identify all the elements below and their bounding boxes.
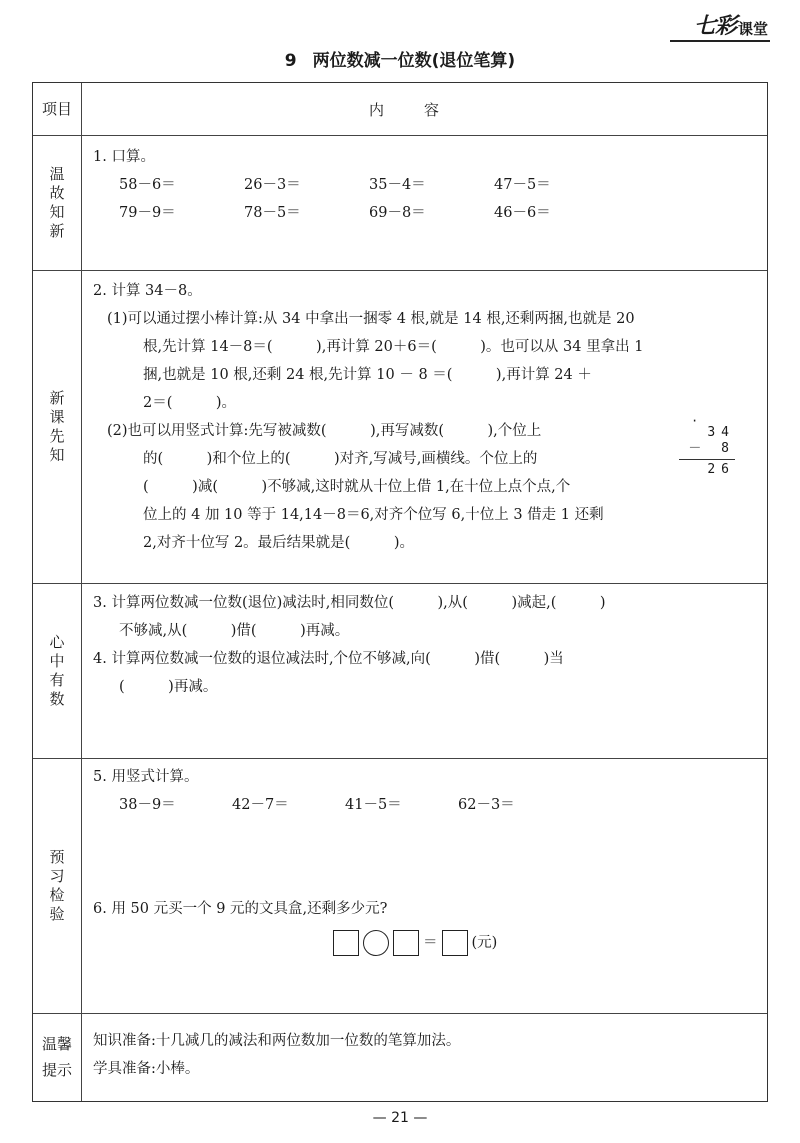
question-5-title: 5. 用竖式计算。 — [93, 769, 199, 785]
vertical-result: 26 — [707, 462, 735, 477]
brand-logo — [694, 14, 768, 40]
label-char: 先 — [49, 426, 65, 445]
label-review — [33, 135, 81, 270]
q2-p1-line: (1)可以通过摆小棒计算:从 34 中拿出一捆零 4 根,就是 14 根,还剩两捆,也就是 20 — [107, 311, 635, 327]
label-column-divider — [81, 83, 82, 1101]
answer-box[interactable] — [393, 930, 419, 956]
label-char: 温 — [49, 164, 65, 183]
lesson-number: 9 — [284, 51, 297, 71]
operator-circle[interactable] — [363, 930, 389, 956]
label-char: 预 — [49, 847, 65, 866]
label-char: 数 — [49, 689, 65, 708]
worksheet-table — [32, 82, 768, 1102]
row-divider — [33, 583, 767, 584]
label-tips — [33, 1013, 81, 1101]
label-char: 课 — [49, 407, 65, 426]
row-divider — [33, 1013, 767, 1014]
oral-row-1 — [93, 171, 759, 199]
q3-line: 3. 计算两位数减一位数(退位)减法时,相同数位( ),从( )减起,( ) — [93, 595, 606, 611]
vertical-item: 62－3＝ — [458, 797, 515, 813]
q2-p2-line: ( )减( )不够减,这时就从十位上借 1,在十位上点个点,个 — [143, 479, 571, 495]
vertical-item: 41－5＝ — [345, 797, 402, 813]
label-char: 验 — [49, 904, 65, 923]
label-check — [33, 758, 81, 1013]
label-char: 中 — [49, 651, 65, 670]
minus-sign: － — [688, 441, 708, 456]
label-char: 习 — [49, 866, 65, 885]
q2-p2-line: (2)也可以用竖式计算:先写被减数( ),再写减数( ),个位上 — [107, 423, 542, 439]
vertical-subtrahend: 8 — [721, 441, 735, 456]
question-2 — [93, 277, 759, 557]
row-divider — [33, 758, 767, 759]
question-2-title: 2. 计算 34－8。 — [93, 283, 202, 299]
q4-line: 4. 计算两位数减一位数的退位减法时,个位不够减,向( )借( )当 — [93, 651, 564, 667]
q5-items — [93, 791, 759, 819]
label-char: 提示 — [41, 1061, 72, 1079]
label-char: 新 — [49, 388, 65, 407]
row-divider — [33, 135, 767, 136]
oral-item: 78－5＝ — [244, 205, 301, 221]
vertical-minuend: 34 — [707, 425, 735, 440]
q4-line: ( )再减。 — [119, 679, 218, 695]
header-item-text: 项目 — [41, 99, 72, 118]
vertical-item: 38－9＝ — [119, 797, 176, 813]
unit-label: (元) — [471, 935, 498, 951]
oral-row-2 — [93, 199, 759, 227]
q2-p2-line: 的( )和个位上的( )对齐,写减号,画横线。个位上的 — [143, 451, 538, 467]
q2-p1-line: 2＝( )。 — [143, 395, 237, 411]
question-6-title: 6. 用 50 元买一个 9 元的文具盒,还剩多少元? — [93, 901, 388, 917]
question-6 — [93, 895, 759, 957]
tips — [93, 1027, 759, 1083]
question-5 — [93, 763, 759, 819]
tip-line: 学具准备:小棒。 — [93, 1061, 200, 1077]
question-1 — [93, 143, 759, 227]
question-3-4 — [93, 589, 759, 701]
borrow-dot: · — [691, 414, 699, 428]
oral-item: 46－6＝ — [494, 205, 551, 221]
answer-equation — [333, 929, 759, 957]
header-content — [81, 83, 767, 135]
answer-box[interactable] — [442, 930, 468, 956]
q2-p2-line: 2,对齐十位写 2。最后结果就是( )。 — [143, 535, 414, 551]
q3-line: 不够减,从( )借( )再减。 — [119, 623, 350, 639]
header-item — [33, 83, 81, 135]
label-char: 新 — [49, 221, 65, 240]
page-number: — 21 — — [372, 1110, 428, 1126]
label-char: 故 — [49, 183, 65, 202]
label-char: 知 — [49, 445, 65, 464]
brand-underline — [670, 40, 770, 42]
oral-item: 58－6＝ — [119, 177, 176, 193]
answer-box[interactable] — [333, 930, 359, 956]
vertical-subtraction — [679, 414, 735, 478]
question-1-title: 1. 口算。 — [93, 149, 155, 165]
q2-p1-line: 根,先计算 14－8＝( ),再计算 20＋6＝( )。也可以从 34 里拿出 1 — [143, 339, 644, 355]
oral-item: 47－5＝ — [494, 177, 551, 193]
row-divider — [33, 270, 767, 271]
header-content-text: 内容 — [368, 100, 479, 119]
page-title — [0, 46, 800, 71]
tip-line: 知识准备:十几减几的减法和两位数加一位数的笔算加法。 — [93, 1033, 461, 1049]
label-char: 检 — [49, 885, 65, 904]
label-summary — [33, 583, 81, 758]
brand-script: 七彩 — [693, 14, 736, 39]
q2-p1-line: 捆,也就是 10 根,还剩 24 根,先计算 10 － 8 ＝( ),再计算 24 ＋ — [143, 367, 592, 383]
oral-item: 79－9＝ — [119, 205, 176, 221]
vertical-item: 42－7＝ — [232, 797, 289, 813]
vertical-bar — [679, 459, 735, 460]
label-char: 温馨 — [41, 1035, 72, 1053]
oral-item: 26－3＝ — [244, 177, 301, 193]
equals-sign: ＝ — [423, 935, 438, 951]
oral-item: 35－4＝ — [369, 177, 426, 193]
label-char: 有 — [49, 670, 65, 689]
vertical-subtrahend-row — [679, 441, 735, 457]
label-char: 心 — [49, 632, 65, 651]
oral-item: 69－8＝ — [369, 205, 426, 221]
label-preview — [33, 270, 81, 583]
q2-p2-line: 位上的 4 加 10 等于 14,14－8＝6,对齐个位写 6,十位上 3 借走 1 还剩 — [143, 507, 604, 523]
brand-sub: 课堂 — [737, 20, 768, 38]
label-char: 知 — [49, 202, 65, 221]
lesson-title: 两位数减一位数(退位笔算) — [312, 51, 516, 71]
